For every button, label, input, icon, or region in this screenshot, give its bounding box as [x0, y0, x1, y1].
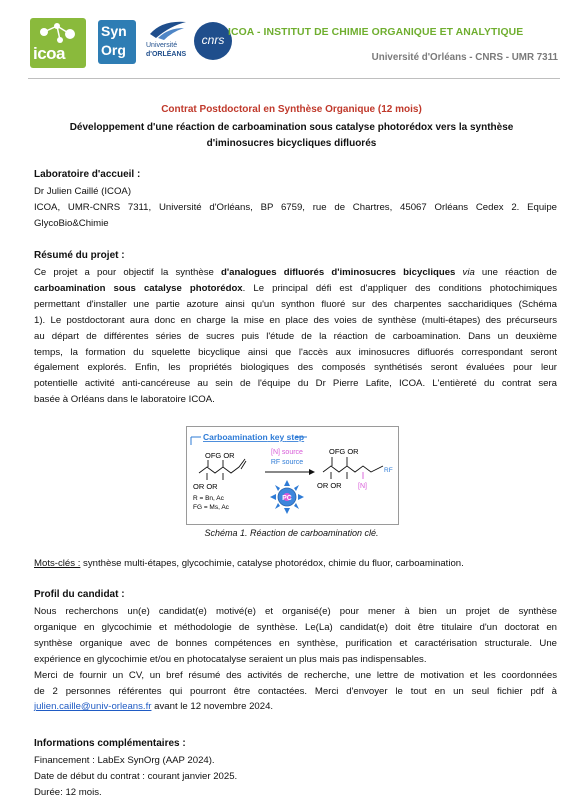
icoa-logo-text: icoa: [33, 44, 66, 63]
summary-bold-run: d'analogues difluorés d'iminosucres bicycliques: [220, 267, 456, 278]
univ-logo-icon: [146, 18, 190, 40]
profile-line: organique en glycochimie et méthodologie de synthèse. Le(La) candidat(e) doit être titulaire d'un doctorat en: [34, 621, 557, 633]
summary-text-run: Ce projet a pour objectif la synthèse: [34, 267, 221, 278]
profile-heading: Profil du candidat :: [34, 589, 125, 600]
left-mol-bottom: OR OR: [193, 482, 218, 491]
info-heading: Informations complémentaires :: [34, 738, 186, 749]
offer-title: Contrat Postdoctoral en Synthèse Organique (12 mois): [161, 104, 422, 115]
left-mol-bond: [241, 461, 246, 469]
left-mol-top: OFG OR: [205, 451, 235, 460]
profile-line: Nous recherchons un(e) candidat(e) motivé(e) et organisé(e) pour mener à bien un projet de synthèse: [34, 606, 557, 617]
right-mol-bottom: OR OR: [317, 481, 342, 490]
left-mol-chain: [199, 459, 245, 473]
deadline-text: avant le 12 novembre 2024.: [151, 701, 274, 713]
lab-details: [34, 184, 557, 232]
summary-text: [34, 265, 557, 408]
profile-line: synthèse organique avec de bonnes compétences en synthèse, purification et caractérisation structurale. Une: [34, 637, 557, 649]
summary-text-run: . Le principal défi est d'appliquer des conditions photochimiques: [242, 282, 557, 294]
reagent-n-source: [N] source: [271, 449, 303, 456]
scheme-caption: Schéma 1. Réaction de carboamination clé.: [204, 528, 379, 538]
lab-line: Dr Julien Caillé (ICOA): [34, 186, 132, 197]
summary-line: temps, la formation du squelette bicyclique ainsi que l'accès aux iminosucres difluorés correspondant seront: [34, 346, 557, 358]
keywords-label: Mots-clés :: [34, 558, 81, 569]
institute-title: ICOA - INSTITUT DE CHIMIE ORGANIQUE ET ANALYTIQUE: [228, 27, 524, 38]
info-line: Date de début du contrat : courant janvier 2025.: [34, 770, 238, 782]
synorg-logo-line2: Org: [101, 42, 126, 58]
header-divider: [28, 78, 560, 79]
summary-heading: Résumé du projet :: [34, 250, 125, 261]
right-mol-n: [N]: [358, 483, 367, 490]
profile-line: de 2 personnes référentes qui pourront être contactées. Merci d'envoyer le tout en un seul fichier pdf à: [34, 685, 557, 697]
step-label: Carboamination key step: [203, 432, 305, 442]
info-text: [34, 753, 557, 801]
keywords-text: synthèse multi-étapes, glycochimie, catalyse photorédox, chimie du fluor, carboamination.: [80, 558, 464, 569]
info-line: Durée: 12 mois.: [34, 786, 102, 798]
profile-line: expérience en glycochimie et/ou en photocatalyse seraient un plus mais pas indispensables.: [34, 653, 427, 665]
cnrs-logo: [194, 22, 232, 60]
summary-line: basée à Orléans dans le laboratoire ICOA.: [34, 394, 215, 406]
lab-line: ICOA, UMR-CNRS 7311, Université d'Orléans, BP 6759, rue de Chartres, 45067 Orléans Cedex 2. Equipe: [34, 201, 557, 213]
reaction-scheme-drawing: [187, 427, 398, 524]
summary-bold-run: carboamination sous catalyse photorédox: [34, 282, 243, 294]
univ-logo-line2: d'ORLÉANS: [146, 51, 187, 58]
right-mol-rf: RF: [384, 467, 393, 474]
cnrs-logo-text: cnrs: [201, 33, 225, 47]
profile-line: [34, 699, 557, 715]
fg-definition: FG = Ms, Ac: [193, 504, 229, 511]
reagent-rf-source: RF source: [270, 459, 304, 466]
univ-logo-line1: Université: [146, 42, 178, 49]
info-line: Financement : LabEx SynOrg (AAP 2024).: [34, 755, 215, 766]
synorg-logo-line1: Syn: [101, 23, 127, 39]
summary-line: au départ de différentes séries de sucres puis l'étude de la réaction de carboamination. Dans un deuxième: [34, 330, 557, 342]
profile-text: [34, 604, 557, 715]
lab-line: GlycoBio&Chimie: [34, 217, 109, 229]
summary-text-run: une réaction de: [474, 267, 557, 278]
institute-subtitle: Université d'Orléans - CNRS - UMR 7311: [371, 52, 558, 63]
summary-line: également explorés. Enfin, les propriétés biologiques des composés synthétisés seront évaluées pour leur: [34, 362, 557, 374]
icoa-logo: [30, 18, 86, 68]
summary-line: potentielle activité anti-cancéreuse au sein de l'équipe du Dr Pierre Lafite, ICOA. L'entièreté du contrat sera: [34, 378, 557, 390]
arrow-head-icon: [309, 469, 315, 475]
summary-line: [34, 265, 557, 281]
summary-italic-run: via: [455, 267, 475, 278]
right-mol-chain: [323, 466, 383, 472]
summary-line: 1). Le postdoctorant aura donc en charge la mise en place des voies de synthèse (multi-étapes) des précurseurs: [34, 314, 557, 326]
reaction-scheme: [186, 426, 399, 525]
keywords: [34, 556, 557, 572]
lab-heading: Laboratoire d'accueil :: [34, 169, 141, 180]
profile-line: Merci de fournir un CV, un bref résumé des activités de recherche, une lettre de motivation et les coordonnées: [34, 669, 557, 681]
summary-line: [34, 281, 557, 297]
r-definition: R = Bn, Ac: [193, 495, 224, 502]
univ-orleans-logo: [146, 18, 190, 66]
right-mol-top: OFG OR: [329, 447, 359, 456]
project-title: Développement d'une réaction de carboamination sous catalyse photorédox vers la synthèse d'iminosucres bicycliques difluorés: [69, 122, 514, 149]
synorg-logo: [98, 20, 136, 64]
email-link[interactable]: julien.caille@univ-orleans.fr: [34, 701, 152, 713]
catalyst-label: PC: [282, 495, 292, 502]
summary-line: permettant d'installer une partie azoture ainsi qu'un synthon fluoré sur des charpentes saccharidiques (Schéma: [34, 298, 557, 310]
